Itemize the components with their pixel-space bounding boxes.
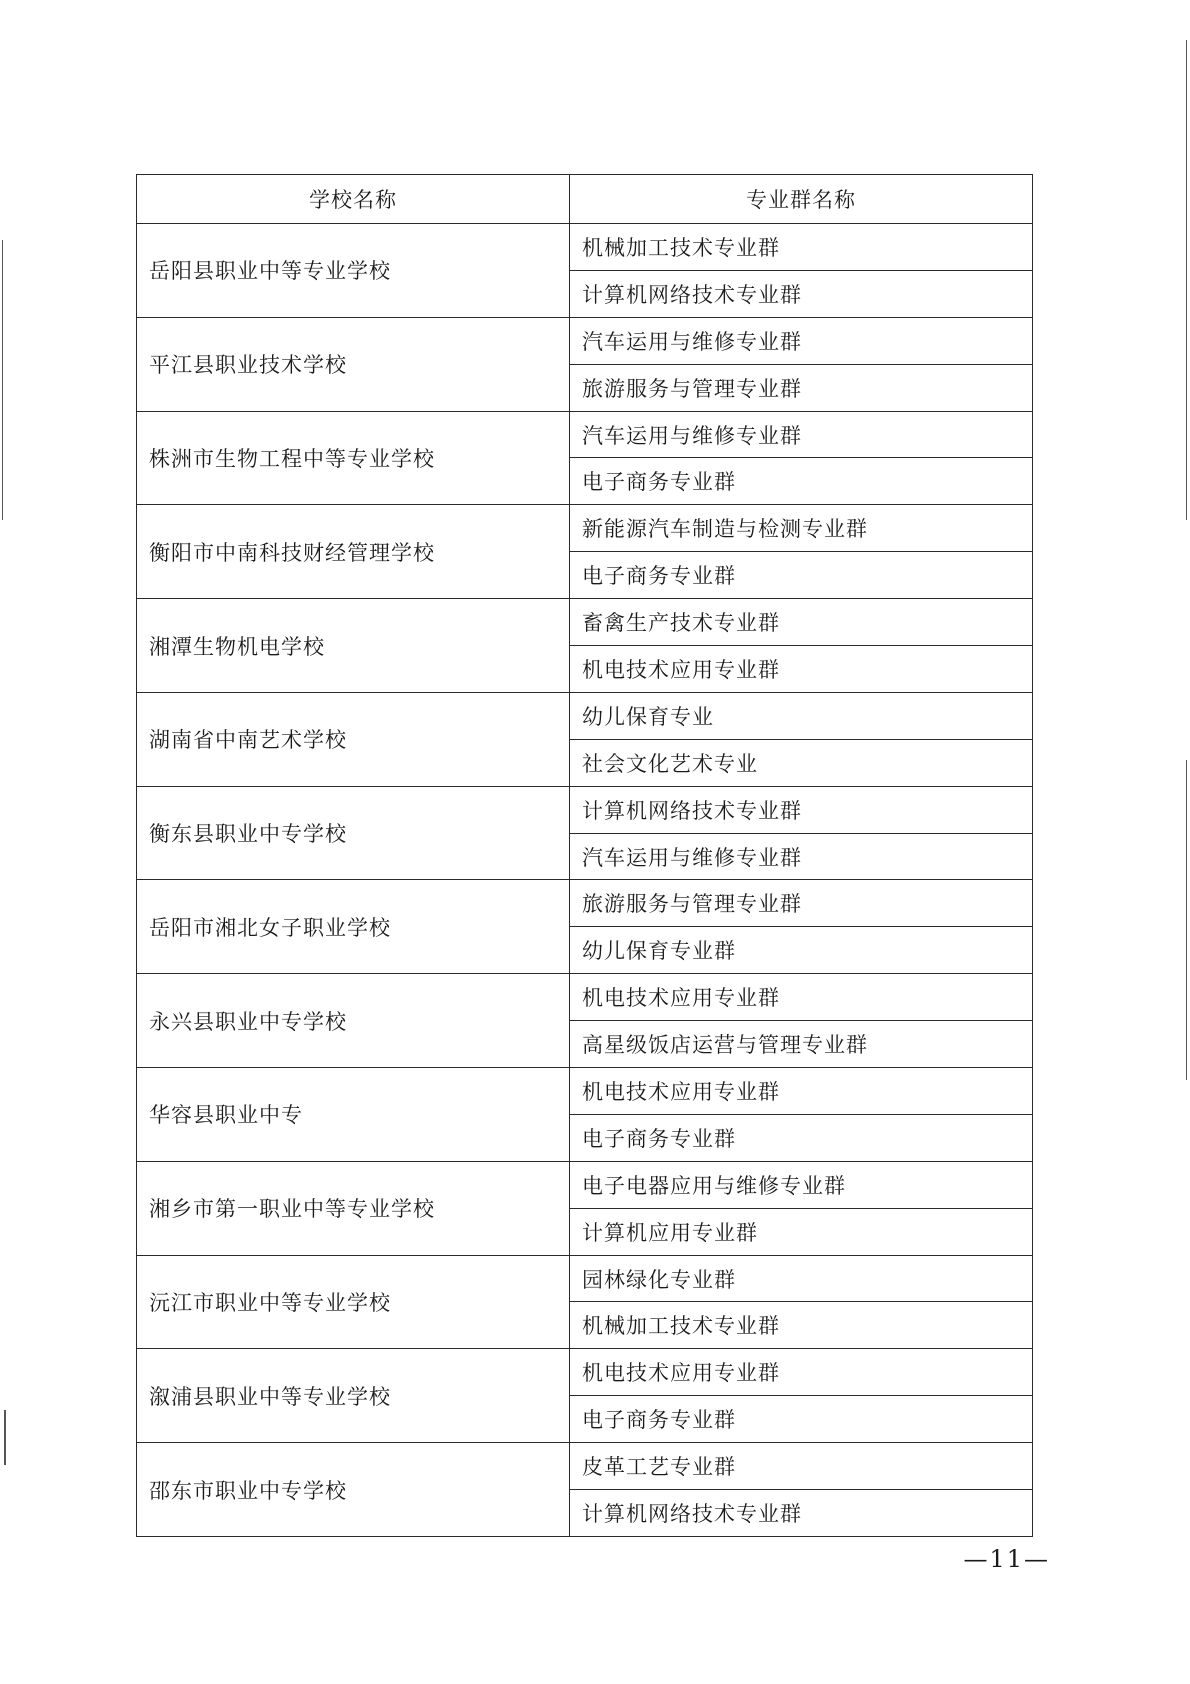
school-name-cell: 湖南省中南艺术学校 — [137, 692, 570, 786]
major-group-cell: 汽车运用与维修专业群 — [570, 411, 1033, 458]
table-row — [137, 974, 1033, 1021]
major-group-cell: 汽车运用与维修专业群 — [570, 317, 1033, 364]
major-group-cell: 机电技术应用专业群 — [570, 1349, 1033, 1396]
table-row — [137, 1255, 1033, 1302]
school-name-cell: 衡东县职业中专学校 — [137, 786, 570, 880]
table-row — [137, 880, 1033, 927]
scan-mark — [1186, 760, 1187, 1080]
major-group-cell: 旅游服务与管理专业群 — [570, 364, 1033, 411]
major-group-cell: 新能源汽车制造与检测专业群 — [570, 505, 1033, 552]
table-row — [137, 317, 1033, 364]
table-row — [137, 599, 1033, 646]
school-name-cell: 溆浦县职业中等专业学校 — [137, 1349, 570, 1443]
major-group-cell: 机电技术应用专业群 — [570, 1068, 1033, 1115]
major-group-cell: 幼儿保育专业 — [570, 692, 1033, 739]
scan-mark — [2, 240, 3, 520]
major-group-cell: 机械加工技术专业群 — [570, 1302, 1033, 1349]
table-row — [137, 692, 1033, 739]
school-name-cell: 永兴县职业中专学校 — [137, 974, 570, 1068]
table-row — [137, 1349, 1033, 1396]
major-group-cell: 电子商务专业群 — [570, 552, 1033, 599]
school-name-cell: 湘潭生物机电学校 — [137, 599, 570, 693]
table-body — [137, 224, 1033, 1537]
scan-mark — [4, 1410, 6, 1465]
major-group-cell: 皮革工艺专业群 — [570, 1443, 1033, 1490]
table-row — [137, 1443, 1033, 1490]
table-row — [137, 411, 1033, 458]
major-group-cell: 计算机网络技术专业群 — [570, 1490, 1033, 1537]
major-group-cell: 机电技术应用专业群 — [570, 974, 1033, 1021]
major-group-cell: 高星级饭店运营与管理专业群 — [570, 1021, 1033, 1068]
table-row — [137, 1161, 1033, 1208]
school-name-cell: 岳阳县职业中等专业学校 — [137, 224, 570, 318]
table-row — [137, 786, 1033, 833]
school-name-cell: 华容县职业中专 — [137, 1068, 570, 1162]
major-group-cell: 旅游服务与管理专业群 — [570, 880, 1033, 927]
school-name-cell: 株洲市生物工程中等专业学校 — [137, 411, 570, 505]
school-name-cell: 平江县职业技术学校 — [137, 317, 570, 411]
major-group-cell: 畜禽生产技术专业群 — [570, 599, 1033, 646]
scan-mark — [1186, 40, 1187, 520]
major-group-cell: 电子电器应用与维修专业群 — [570, 1161, 1033, 1208]
major-group-cell: 幼儿保育专业群 — [570, 927, 1033, 974]
table-row — [137, 1068, 1033, 1115]
major-group-cell: 计算机应用专业群 — [570, 1208, 1033, 1255]
major-group-cell: 电子商务专业群 — [570, 1114, 1033, 1161]
table-header-row — [137, 175, 1033, 224]
major-group-cell: 计算机网络技术专业群 — [570, 786, 1033, 833]
major-group-cell: 计算机网络技术专业群 — [570, 270, 1033, 317]
school-major-table — [136, 174, 1033, 1537]
major-group-cell: 机电技术应用专业群 — [570, 646, 1033, 693]
major-group-cell: 电子商务专业群 — [570, 1396, 1033, 1443]
table-row — [137, 224, 1033, 271]
school-name-cell: 衡阳市中南科技财经管理学校 — [137, 505, 570, 599]
major-group-cell: 园林绿化专业群 — [570, 1255, 1033, 1302]
header-school-name: 学校名称 — [137, 175, 570, 224]
major-group-cell: 机械加工技术专业群 — [570, 224, 1033, 271]
table-row — [137, 505, 1033, 552]
page-number: —11— — [963, 1545, 1050, 1573]
school-name-cell: 岳阳市湘北女子职业学校 — [137, 880, 570, 974]
major-group-cell: 电子商务专业群 — [570, 458, 1033, 505]
school-name-cell: 湘乡市第一职业中等专业学校 — [137, 1161, 570, 1255]
school-name-cell: 邵东市职业中专学校 — [137, 1443, 570, 1537]
school-name-cell: 沅江市职业中等专业学校 — [137, 1255, 570, 1349]
major-group-cell: 社会文化艺术专业 — [570, 739, 1033, 786]
major-group-cell: 汽车运用与维修专业群 — [570, 833, 1033, 880]
header-major-group-name: 专业群名称 — [570, 175, 1033, 224]
